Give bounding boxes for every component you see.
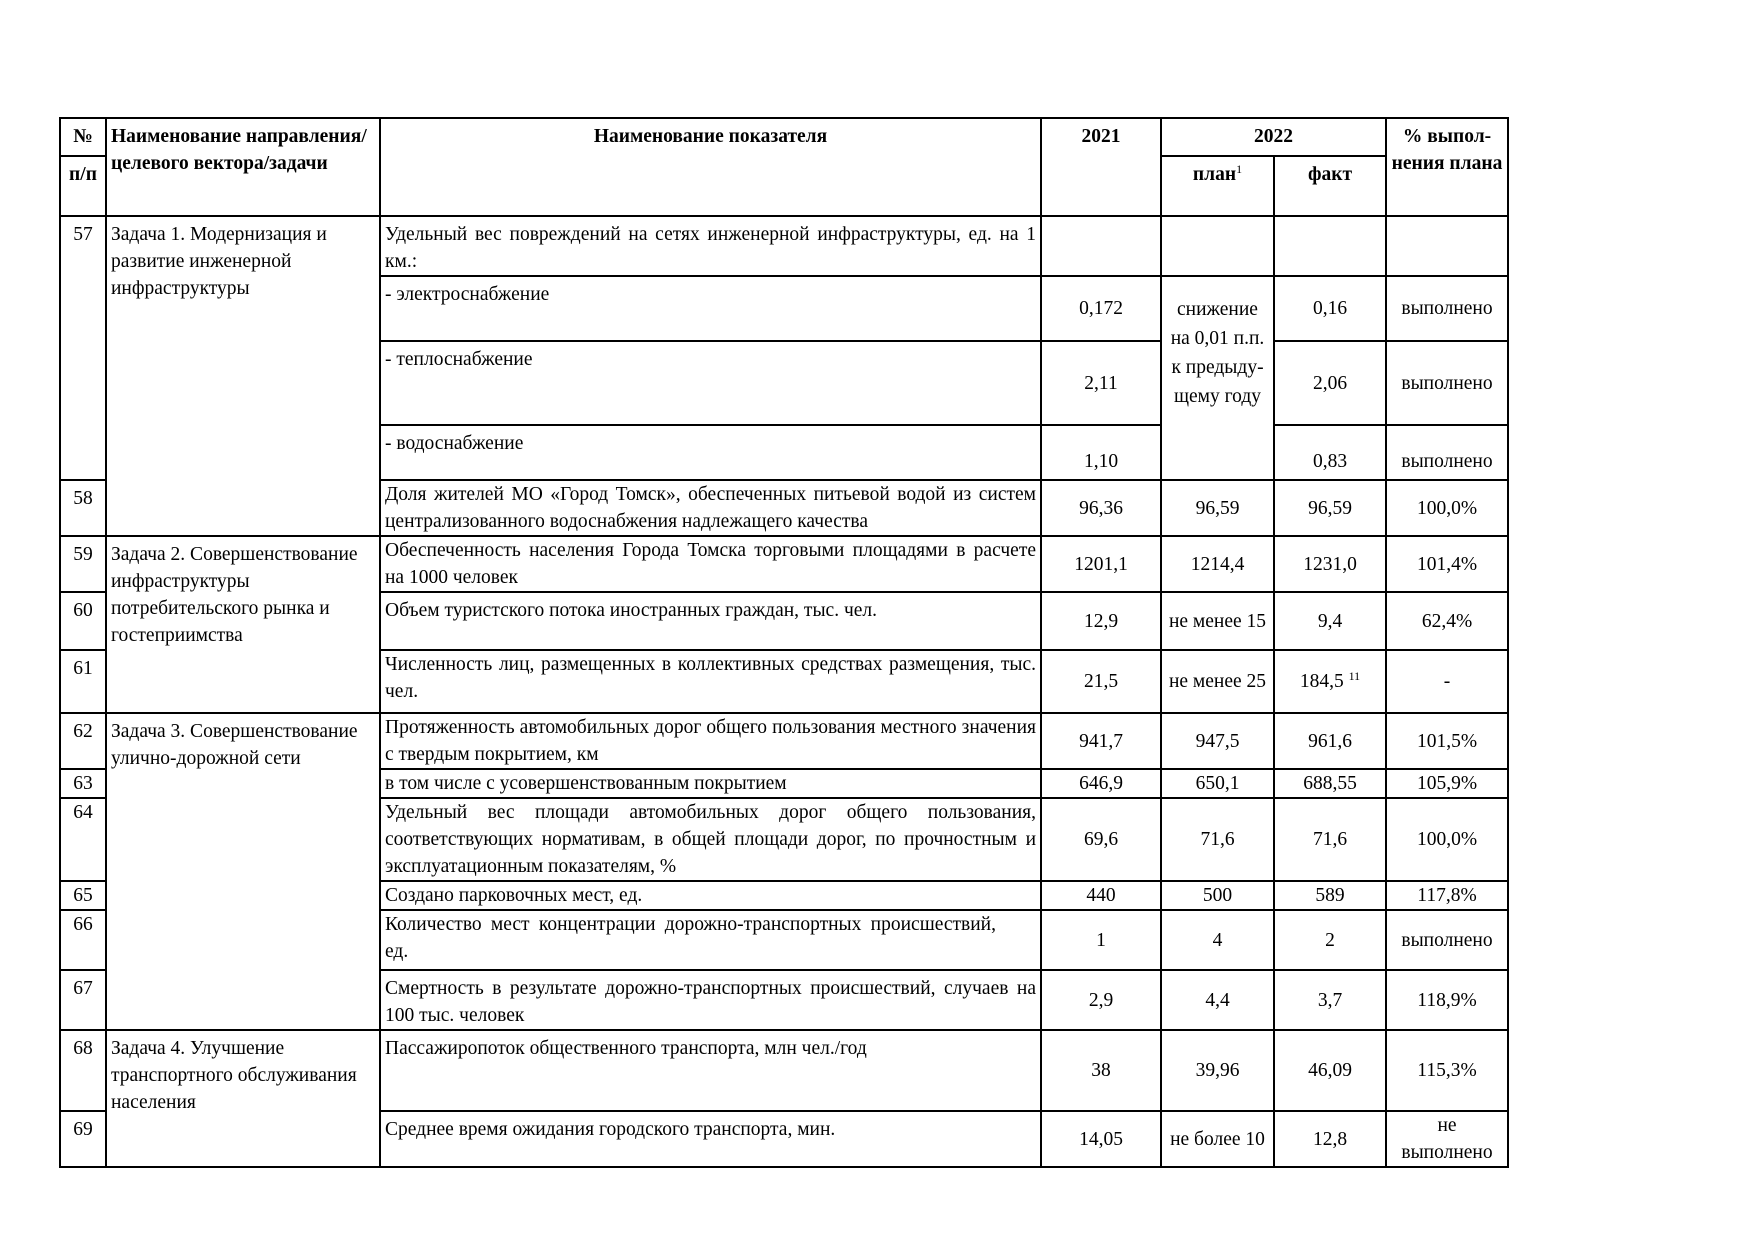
indicator-name: - водоснабжение: [380, 425, 1041, 480]
value-fact: 12,8: [1274, 1111, 1386, 1167]
row-number: 63: [60, 769, 106, 798]
value-2021: 646,9: [1041, 769, 1161, 798]
value-percent: не выполнено: [1386, 1111, 1508, 1167]
value-2021: 941,7: [1041, 713, 1161, 769]
value-percent: 118,9%: [1386, 970, 1508, 1030]
value-percent: 101,5%: [1386, 713, 1508, 769]
value-percent: выполнено: [1386, 341, 1508, 425]
indicator-name: Среднее время ожидания городского транспорта, мин.: [380, 1111, 1041, 1167]
fact-footnote: 11: [1348, 669, 1361, 683]
table-row: [60, 713, 1508, 769]
indicator-name: в том числе с усовершенствованным покрытием: [380, 769, 1041, 798]
indicator-name: Обеспеченность населения Города Томска торговыми площадями в расчете на 1000 человек: [380, 536, 1041, 592]
value-2021: 0,172: [1041, 276, 1161, 341]
value-2021: 1,10: [1041, 425, 1161, 480]
indicator-name: Смертность в результате дорожно-транспортных происшествий, случаев на 100 тыс. человек: [380, 970, 1041, 1030]
header-percent: % выпол-нения плана: [1386, 118, 1508, 216]
row-number: 64: [60, 798, 106, 881]
header-row-1: [60, 118, 1508, 156]
value-plan: 4: [1161, 910, 1274, 970]
task-cell: Задача 3. Совершенствование улично-дорожной сети: [106, 713, 380, 1030]
table-row: [60, 536, 1508, 592]
row-number: 60: [60, 592, 106, 650]
header-2021: 2021: [1041, 118, 1161, 216]
value-2021: 2,9: [1041, 970, 1161, 1030]
value-plan: снижение на 0,01 п.п. к предыду-щему году: [1161, 276, 1274, 480]
value-plan: не более 10: [1161, 1111, 1274, 1167]
value-plan: не менее 25: [1161, 650, 1274, 713]
value-plan: 500: [1161, 881, 1274, 910]
value-2021: 96,36: [1041, 480, 1161, 536]
value-plan: [1161, 216, 1274, 276]
plan-footnote: 1: [1236, 162, 1243, 176]
row-number: 61: [60, 650, 106, 713]
value-2021: 21,5: [1041, 650, 1161, 713]
table-row: [60, 1030, 1508, 1111]
value-plan: 4,4: [1161, 970, 1274, 1030]
value-fact: 2,06: [1274, 341, 1386, 425]
value-fact: 46,09: [1274, 1030, 1386, 1111]
value-percent: 62,4%: [1386, 592, 1508, 650]
row-number: 62: [60, 713, 106, 769]
indicator-name: Объем туристского потока иностранных граждан, тыс. чел.: [380, 592, 1041, 650]
header-plan: план$^1$: [1161, 156, 1274, 216]
value-fact: 688,55: [1274, 769, 1386, 798]
value-2021: 69,6: [1041, 798, 1161, 881]
header-2022: 2022: [1161, 118, 1386, 156]
value-2021: 2,11: [1041, 341, 1161, 425]
value-percent: 115,3%: [1386, 1030, 1508, 1111]
value-plan: 650,1: [1161, 769, 1274, 798]
row-number: 68: [60, 1030, 106, 1111]
value-fact: 9,4: [1274, 592, 1386, 650]
indicator-name: - электроснабжение: [380, 276, 1041, 341]
value-fact: [1274, 216, 1386, 276]
row-number: 65: [60, 881, 106, 910]
value-fact: 184,5 $^{11}$: [1274, 650, 1386, 713]
value-fact: 0,16: [1274, 276, 1386, 341]
task-cell: Задача 4. Улучшение транспортного обслуживания населения: [106, 1030, 380, 1167]
value-2021: [1041, 216, 1161, 276]
table-row: [60, 216, 1508, 276]
value-percent: 100,0%: [1386, 798, 1508, 881]
header-indicator: Наименование показателя: [380, 118, 1041, 216]
value-fact: 96,59: [1274, 480, 1386, 536]
value-percent: 117,8%: [1386, 881, 1508, 910]
value-fact: 2: [1274, 910, 1386, 970]
value-percent: 101,4%: [1386, 536, 1508, 592]
task-cell: Задача 2. Совершенствование инфраструктуры потребительского рынка и гостеприимства: [106, 536, 380, 713]
row-number: 59: [60, 536, 106, 592]
header-fact: факт: [1274, 156, 1386, 216]
indicator-name: Протяженность автомобильных дорог общего пользования местного значения с твердым покрытием, км: [380, 713, 1041, 769]
row-number: 66: [60, 910, 106, 970]
task-cell: Задача 1. Модернизация и развитие инженерной инфраструктуры: [106, 216, 380, 536]
row-number: 58: [60, 480, 106, 536]
indicator-name: Количество мест концентрации дорожно-транспортных происшествий, ед.: [380, 910, 1041, 970]
value-fact: 589: [1274, 881, 1386, 910]
value-2021: 14,05: [1041, 1111, 1161, 1167]
value-fact: 1231,0: [1274, 536, 1386, 592]
value-percent: выполнено: [1386, 276, 1508, 341]
row-number: 57: [60, 216, 106, 480]
indicator-name: Удельный вес повреждений на сетях инженерной инфраструктуры, ед. на 1 км.:: [380, 216, 1041, 276]
indicator-name: Создано парковочных мест, ед.: [380, 881, 1041, 910]
value-percent: выполнено: [1386, 910, 1508, 970]
header-num-2: п/п: [60, 156, 106, 216]
value-percent: выполнено: [1386, 425, 1508, 480]
value-percent: 105,9%: [1386, 769, 1508, 798]
value-2021: 1: [1041, 910, 1161, 970]
value-percent: -: [1386, 650, 1508, 713]
value-fact: 961,6: [1274, 713, 1386, 769]
value-2021: 1201,1: [1041, 536, 1161, 592]
value-2021: 12,9: [1041, 592, 1161, 650]
value-fact: 3,7: [1274, 970, 1386, 1030]
value-percent: [1386, 216, 1508, 276]
header-direction: Наименование направления/целевого вектора/задачи: [106, 118, 380, 216]
value-plan: 1214,4: [1161, 536, 1274, 592]
value-plan: 96,59: [1161, 480, 1274, 536]
row-number: 69: [60, 1111, 106, 1167]
value-fact: 0,83: [1274, 425, 1386, 480]
value-plan: 947,5: [1161, 713, 1274, 769]
row-number: 67: [60, 970, 106, 1030]
value-plan: 39,96: [1161, 1030, 1274, 1111]
value-2021: 440: [1041, 881, 1161, 910]
value-fact: 71,6: [1274, 798, 1386, 881]
value-percent: 100,0%: [1386, 480, 1508, 536]
value-plan: 71,6: [1161, 798, 1274, 881]
indicator-name: Численность лиц, размещенных в коллективных средствах размещения, тыс. чел.: [380, 650, 1041, 713]
header-num: №: [60, 118, 106, 156]
indicator-name: Пассажиропоток общественного транспорта, млн чел./год: [380, 1030, 1041, 1111]
value-plan: не менее 15: [1161, 592, 1274, 650]
indicator-name: Доля жителей МО «Город Томск», обеспеченных питьевой водой из систем централизованного водоснабжения надлежащего качества: [380, 480, 1041, 536]
indicator-name: Удельный вес площади автомобильных дорог общего пользования, соответствующих нормативам, в общей площади дорог, по прочностным и эксплуатационным показателям, %: [380, 798, 1041, 881]
value-2021: 38: [1041, 1030, 1161, 1111]
indicators-table: [59, 117, 1509, 1168]
indicator-name: - теплоснабжение: [380, 341, 1041, 425]
